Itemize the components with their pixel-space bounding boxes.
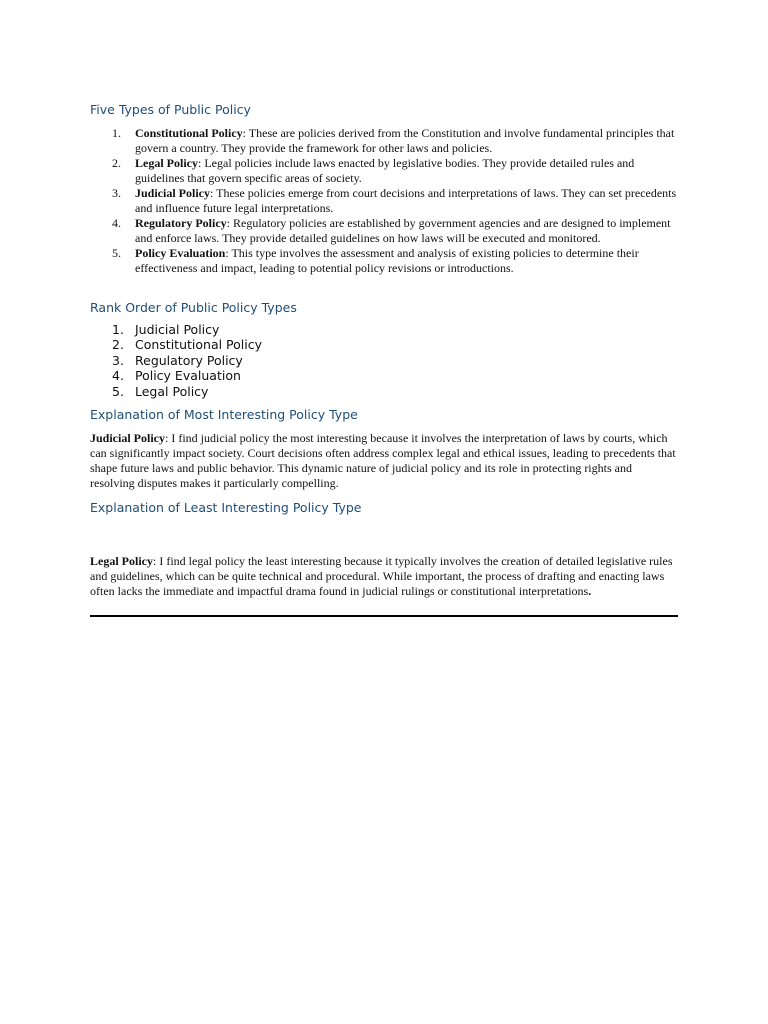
heading-five-types: Five Types of Public Policy [90, 102, 251, 117]
list-item [90, 368, 678, 383]
policy-term: Policy Evaluation [135, 246, 226, 260]
list-number: 4. [112, 368, 124, 384]
types-list [90, 126, 678, 276]
least-interesting-paragraph [90, 554, 678, 599]
policy-description: : Regulatory policies are established by government agencies and are designed to implement and enforce laws. They provide detailed guidelines on how laws will be executed and monitored. [135, 216, 671, 245]
rank-label: Regulatory Policy [135, 352, 243, 368]
policy-term: Judicial Policy [135, 186, 210, 200]
list-item [90, 384, 678, 399]
list-item [90, 337, 678, 352]
list-item [90, 353, 678, 368]
paragraph-text: : I find legal policy the least interesting because it typically involves the creation of detailed legislative rules and guidelines, which can be quite technical and procedural. While important, the process of drafting and enacting laws often lacks the immediate and impactful drama found in judicial rulings or constitutional interpretations [90, 554, 673, 598]
list-number: 5. [112, 246, 121, 260]
rank-label: Legal Policy [135, 383, 209, 399]
list-number: 5. [112, 383, 124, 399]
list-number: 3. [112, 186, 121, 200]
list-item [90, 216, 678, 246]
list-number: 3. [112, 352, 124, 368]
rank-label: Constitutional Policy [135, 337, 263, 353]
list-item [90, 156, 678, 186]
heading-rank-order: Rank Order of Public Policy Types [90, 300, 297, 315]
list-item [90, 322, 678, 337]
policy-description: : These policies emerge from court decisions and interpretations of laws. They can set precedents and influence future legal interpretations. [135, 186, 677, 215]
rank-list [90, 322, 678, 399]
list-item [90, 246, 678, 276]
heading-most-interesting: Explanation of Most Interesting Policy Type [90, 407, 358, 422]
policy-term: Constitutional Policy [135, 126, 243, 140]
policy-term: Judicial Policy [90, 431, 165, 445]
list-item [90, 186, 678, 216]
list-number: 1. [112, 126, 121, 140]
heading-least-interesting: Explanation of Least Interesting Policy Type [90, 500, 362, 515]
policy-term: Legal Policy [135, 156, 198, 170]
paragraph-text: : I find judicial policy the most interesting because it involves the interpretation of laws by courts, which can significantly impact society. Court decisions often address complex legal and ethical issues, leading to precedents that shape future laws and public behavior. This dynamic nature of judicial policy and its role in protecting rights and resolving disputes makes it particularly compelling. [90, 431, 676, 490]
policy-description: : Legal policies include laws enacted by legislative bodies. They provide detailed rules and guidelines that govern specific areas of society. [135, 156, 635, 185]
policy-term: Regulatory Policy [135, 216, 227, 230]
horizontal-rule [90, 615, 678, 617]
paragraph-end: . [588, 584, 592, 598]
policy-description: : These are policies derived from the Constitution and involve fundamental principles that govern a country. They provide the framework for other laws and policies. [135, 126, 675, 155]
policy-term: Legal Policy [90, 554, 153, 568]
policy-description: : This type involves the assessment and analysis of existing policies to determine their effectiveness and impact, leading to potential policy revisions or introductions. [135, 246, 639, 275]
rank-label: Policy Evaluation [135, 368, 241, 384]
list-number: 1. [112, 322, 124, 337]
list-number: 2. [112, 337, 124, 353]
rank-label: Judicial Policy [135, 322, 220, 337]
list-number: 2. [112, 156, 121, 170]
list-number: 4. [112, 216, 121, 230]
most-interesting-paragraph [90, 431, 678, 491]
list-item [90, 126, 678, 156]
